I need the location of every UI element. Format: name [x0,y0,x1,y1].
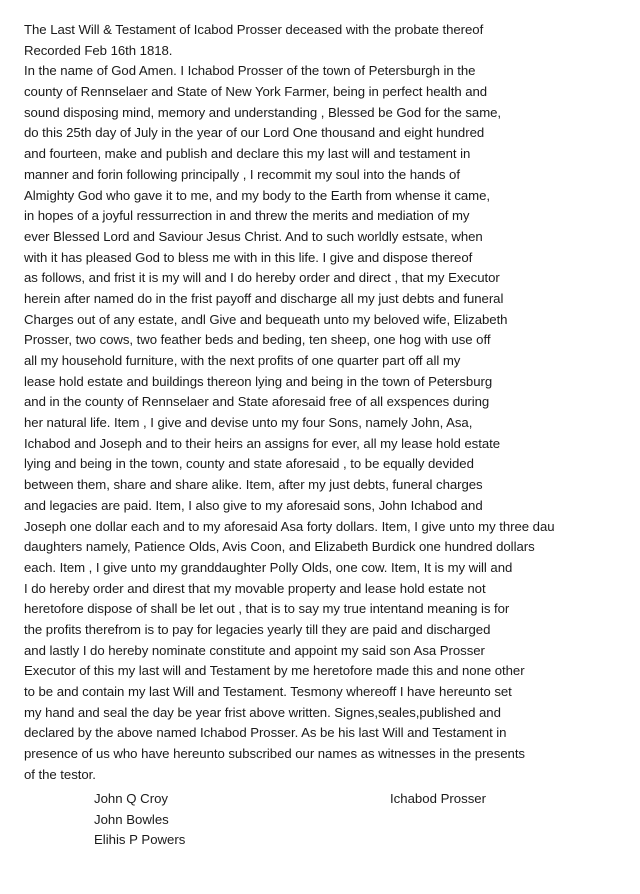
witness-name: Elihis P Powers [94,832,186,848]
text-line: with it has pleased God to bless me with in this life. I give and dispose thereof [24,249,473,265]
text-line: and legacies are paid. Item, I also give to my aforesaid sons, John Ichabod and [24,497,483,513]
text-line: lease hold estate and buildings thereon lying and being in the town of Petersburg [24,373,493,389]
text-line: lying and being in the town, county and state aforesaid , to be equally devided [24,456,474,472]
text-line: Ichabod and Joseph and to their heirs an assigns for ever, all my lease hold estate [24,435,501,451]
text-line: Joseph one dollar each and to my aforesaid Asa forty dollars. Item, I give unto my three dau [24,518,555,534]
text-line: Charges out of any estate, andl Give and bequeath unto my beloved wife, Elizabeth [24,311,508,327]
text-line: declared by the above named Ichabod Prosser. As be his last Will and Testament in [24,725,507,741]
text-line: Recorded Feb 16th 1818. [24,42,173,58]
text-line: presence of us who have hereunto subscribed our names as witnesses in the presents [24,746,525,762]
text-line: and fourteen, make and publish and declare this my last will and testament in [24,146,471,162]
text-line: county of Rennselaer and State of New York Farmer, being in perfect health and [24,84,488,100]
text-line: herein after named do in the frist payoff and discharge all my just debts and funeral [24,290,504,306]
text-line: do this 25th day of July in the year of our Lord One thousand and eight hundred [24,125,485,141]
text-line: the profits therefrom is to pay for legacies yearly till they are paid and discharged [24,621,491,637]
text-line: of the testor. [24,766,96,782]
text-line: all my household furniture, with the next profits of one quarter part off all my [24,353,461,368]
text-line: to be and contain my last Will and Testament. Tesmony whereoff I have hereunto set [24,684,512,699]
text-line: my hand and seal the day be year frist above written. Signes,seales,published and [24,704,501,720]
text-line: In the name of God Amen. I Ichabod Prosser of the town of Petersburgh in the [24,63,476,79]
will-body-text [24,20,636,785]
text-line: each. Item , I give unto my granddaughter Polly Olds, one cow. Item, It is my will and [24,559,513,575]
text-line: and lastly I do hereby nominate constitute and appoint my said son Asa Prosser [24,642,485,658]
witness-name: John Bowles [94,811,169,827]
text-line: The Last Will & Testament of Icabod Prosser deceased with the probate thereof [24,22,484,37]
text-line: Prosser, two cows, two feather beds and beding, ten sheep, one hog with use off [24,332,491,348]
text-line: in hopes of a joyful ressurrection in and threw the merits and mediation of my [24,208,470,224]
text-line: and in the county of Rennselaer and State aforesaid free of all exspences during [24,394,490,410]
text-line: daughters namely, Patience Olds, Avis Coon, and Elizabeth Burdick one hundred dollars [24,539,535,555]
witness-list [94,789,185,851]
testator-signature: Ichabod Prosser [390,791,487,806]
witness-name: John Q Croy [94,791,169,806]
text-line: ever Blessed Lord and Saviour Jesus Christ. And to such worldly estsate, when [24,228,483,244]
text-line: her natural life. Item , I give and devise unto my four Sons, namely John, Asa, [24,415,473,431]
text-line: manner and forin following principally , I recommit my soul into the hands of [24,166,460,182]
text-line: as follows, and frist it is my will and I do hereby order and direct , that my Executor [24,270,500,286]
text-line: I do hereby order and direst that my movable property and lease hold estate not [24,580,486,596]
text-line: Almighty God who gave it to me, and my body to the Earth from whense it came, [24,187,490,203]
text-line: sound disposing mind, memory and understanding , Blessed be God for the same, [24,104,502,120]
text-line: heretofore dispose of shall be let out , that is to say my true intentand meaning is for [24,601,510,617]
text-line: Executor of this my last will and Testament by me heretofore made this and none other [24,663,525,679]
text-line: between them, share and share alike. Item, after my just debts, funeral charges [24,477,483,493]
